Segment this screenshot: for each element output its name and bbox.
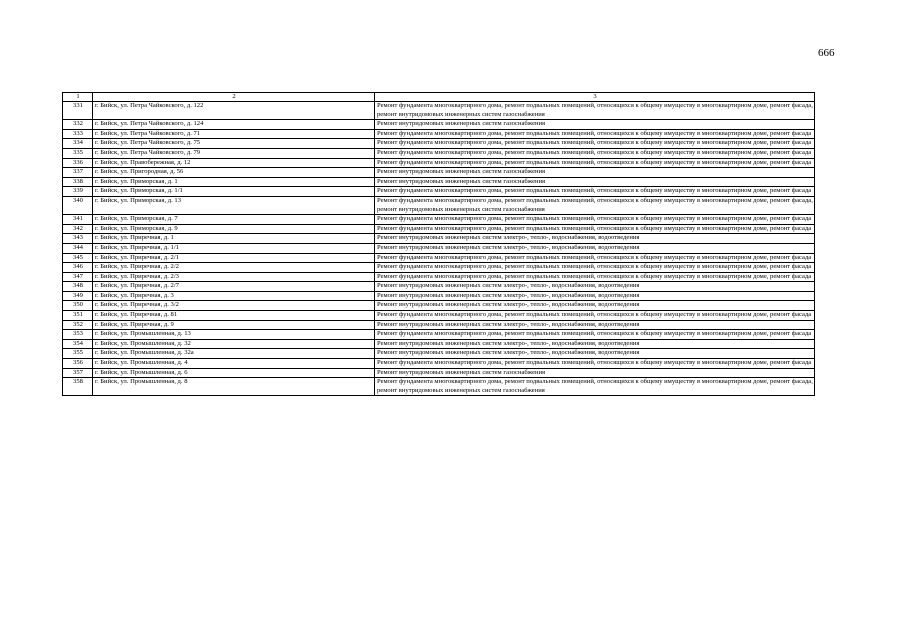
header-col-address: 2 bbox=[93, 93, 375, 102]
row-address: г. Бийск, ул. Промышленная, д. 6 bbox=[93, 368, 375, 378]
table-row bbox=[63, 368, 815, 378]
row-work: Ремонт внутридомовых инженерных систем газоснабжения bbox=[375, 168, 815, 178]
row-address: г. Бийск, ул. Промышленная, д. 32а bbox=[93, 349, 375, 359]
table-row bbox=[63, 291, 815, 301]
row-address: г. Бийск, ул. Приморская, д. 1/1 bbox=[93, 187, 375, 197]
table-row bbox=[63, 330, 815, 340]
table-row bbox=[63, 282, 815, 292]
row-work: Ремонт внутридомовых инженерных систем электро-, тепло-, водоснабжения, водоотведения bbox=[375, 282, 815, 292]
row-number: 335 bbox=[63, 148, 93, 158]
row-number: 333 bbox=[63, 129, 93, 139]
page-number: 666 bbox=[818, 47, 835, 59]
row-address: г. Бийск, ул. Приречная, д. 2/3 bbox=[93, 272, 375, 282]
row-work: Ремонт внутридомовых инженерных систем газоснабжения bbox=[375, 120, 815, 130]
row-address: г. Бийск, ул. Пригородная, д. 56 bbox=[93, 168, 375, 178]
row-work: Ремонт фундамента многоквартирного дома, ремонт подвальных помещений, относящихся к общему имуществу в многоквартирном доме, ремонт фасада bbox=[375, 129, 815, 139]
row-address: г. Бийск, ул. Приморская, д. 13 bbox=[93, 196, 375, 214]
table-row bbox=[63, 224, 815, 234]
row-number: 353 bbox=[63, 330, 93, 340]
header-col-work: 3 bbox=[375, 93, 815, 102]
row-work: Ремонт фундамента многоквартирного дома, ремонт подвальных помещений, относящихся к общему имуществу в многоквартирном доме, ремонт фасада bbox=[375, 187, 815, 197]
row-number: 341 bbox=[63, 215, 93, 225]
row-number: 332 bbox=[63, 120, 93, 130]
row-address: г. Бийск, ул. Приречная, д. 1/1 bbox=[93, 243, 375, 253]
table-row bbox=[63, 215, 815, 225]
row-address: г. Бийск, ул. Приречная, д. 2/2 bbox=[93, 263, 375, 273]
repair-register-table bbox=[62, 92, 815, 396]
table-row bbox=[63, 301, 815, 311]
row-address: г. Бийск, ул. Приречная, д. 3 bbox=[93, 291, 375, 301]
row-address: г. Бийск, ул. Приморская, д. 9 bbox=[93, 224, 375, 234]
row-address: г. Бийск, ул. Петра Чайковского, д. 79 bbox=[93, 148, 375, 158]
row-number: 350 bbox=[63, 301, 93, 311]
table-row bbox=[63, 243, 815, 253]
header-row bbox=[63, 93, 815, 102]
row-address: г. Бийск, ул. Правобережная, д. 12 bbox=[93, 158, 375, 168]
row-address: г. Бийск, ул. Петра Чайковского, д. 122 bbox=[93, 102, 375, 120]
row-address: г. Бийск, ул. Приречная, д. 1 bbox=[93, 234, 375, 244]
table-row bbox=[63, 148, 815, 158]
row-address: г. Бийск, ул. Приречная, д. 81 bbox=[93, 311, 375, 321]
row-address: г. Бийск, ул. Промышленная, д. 13 bbox=[93, 330, 375, 340]
row-work: Ремонт внутридомовых инженерных систем электро-, тепло-, водоснабжения, водоотведения bbox=[375, 301, 815, 311]
row-work: Ремонт внутридомовых инженерных систем электро-, тепло-, водоснабжения, водоотведения bbox=[375, 243, 815, 253]
table-row bbox=[63, 129, 815, 139]
row-work: Ремонт фундамента многоквартирного дома, ремонт подвальных помещений, относящихся к общему имуществу в многоквартирном доме, ремонт фасада bbox=[375, 263, 815, 273]
row-number: 345 bbox=[63, 253, 93, 263]
row-work: Ремонт внутридомовых инженерных систем газоснабжения bbox=[375, 177, 815, 187]
row-work: Ремонт фундамента многоквартирного дома, ремонт подвальных помещений, относящихся к общему имуществу в многоквартирном доме, ремонт фасада bbox=[375, 272, 815, 282]
row-number: 331 bbox=[63, 102, 93, 120]
row-work: Ремонт фундамента многоквартирного дома, ремонт подвальных помещений, относящихся к общему имуществу в многоквартирном доме, ремонт фасада bbox=[375, 215, 815, 225]
row-work: Ремонт внутридомовых инженерных систем электро-, тепло-, водоснабжения, водоотведения bbox=[375, 339, 815, 349]
row-number: 358 bbox=[63, 378, 93, 396]
row-number: 349 bbox=[63, 291, 93, 301]
row-address: г. Бийск, ул. Промышленная, д. 8 bbox=[93, 378, 375, 396]
table-row bbox=[63, 359, 815, 369]
row-work: Ремонт внутридомовых инженерных систем электро-, тепло-, водоснабжения, водоотведения bbox=[375, 349, 815, 359]
table-row bbox=[63, 158, 815, 168]
table-row bbox=[63, 196, 815, 214]
table-row bbox=[63, 168, 815, 178]
row-number: 355 bbox=[63, 349, 93, 359]
table-row bbox=[63, 378, 815, 396]
row-work: Ремонт фундамента многоквартирного дома, ремонт подвальных помещений, относящихся к общему имуществу в многоквартирном доме, ремонт фасада bbox=[375, 311, 815, 321]
row-work: Ремонт фундамента многоквартирного дома, ремонт подвальных помещений, относящихся к общему имуществу в многоквартирном доме, ремонт фасада bbox=[375, 359, 815, 369]
table-row bbox=[63, 272, 815, 282]
row-work: Ремонт фундамента многоквартирного дома, ремонт подвальных помещений, относящихся к общему имуществу в многоквартирном доме, ремонт фасада bbox=[375, 330, 815, 340]
row-work: Ремонт фундамента многоквартирного дома, ремонт подвальных помещений, относящихся к общему имуществу в многоквартирном доме, ремонт фасада, ремонт внутридомовых инженерных систем газоснабжения bbox=[375, 102, 815, 120]
table-row bbox=[63, 234, 815, 244]
row-address: г. Бийск, ул. Приречная, д. 2/1 bbox=[93, 253, 375, 263]
row-number: 344 bbox=[63, 243, 93, 253]
row-work: Ремонт фундамента многоквартирного дома, ремонт подвальных помещений, относящихся к общему имуществу в многоквартирном доме, ремонт фасада bbox=[375, 148, 815, 158]
table-row bbox=[63, 139, 815, 149]
row-number: 342 bbox=[63, 224, 93, 234]
row-work: Ремонт фундамента многоквартирного дома, ремонт подвальных помещений, относящихся к общему имуществу в многоквартирном доме, ремонт фасада, ремонт внутридомовых инженерных систем газоснабжения bbox=[375, 196, 815, 214]
table-row bbox=[63, 177, 815, 187]
row-work: Ремонт фундамента многоквартирного дома, ремонт подвальных помещений, относящихся к общему имуществу в многоквартирном доме, ремонт фасада, ремонт внутридомовых инженерных систем газоснабжения bbox=[375, 378, 815, 396]
row-number: 343 bbox=[63, 234, 93, 244]
row-number: 351 bbox=[63, 311, 93, 321]
table-row bbox=[63, 253, 815, 263]
row-work: Ремонт внутридомовых инженерных систем электро-, тепло-, водоснабжения, водоотведения bbox=[375, 320, 815, 330]
row-address: г. Бийск, ул. Приморская, д. 7 bbox=[93, 215, 375, 225]
row-work: Ремонт внутридомовых инженерных систем электро-, тепло-, водоснабжения, водоотведения bbox=[375, 291, 815, 301]
row-number: 338 bbox=[63, 177, 93, 187]
row-address: г. Бийск, ул. Приморская, д. 1 bbox=[93, 177, 375, 187]
row-address: г. Бийск, ул. Петра Чайковского, д. 71 bbox=[93, 129, 375, 139]
row-number: 348 bbox=[63, 282, 93, 292]
header-col-number: 1 bbox=[63, 93, 93, 102]
row-work: Ремонт фундамента многоквартирного дома, ремонт подвальных помещений, относящихся к общему имуществу в многоквартирном доме, ремонт фасада bbox=[375, 139, 815, 149]
row-work: Ремонт внутридомовых инженерных систем газоснабжения bbox=[375, 368, 815, 378]
row-number: 356 bbox=[63, 359, 93, 369]
row-address: г. Бийск, ул. Промышленная, д. 32 bbox=[93, 339, 375, 349]
row-work: Ремонт фундамента многоквартирного дома, ремонт подвальных помещений, относящихся к общему имуществу в многоквартирном доме, ремонт фасада bbox=[375, 224, 815, 234]
table-row bbox=[63, 349, 815, 359]
table-row bbox=[63, 120, 815, 130]
row-number: 340 bbox=[63, 196, 93, 214]
row-address: г. Бийск, ул. Промышленная, д. 4 bbox=[93, 359, 375, 369]
table-row bbox=[63, 320, 815, 330]
table-row bbox=[63, 311, 815, 321]
row-work: Ремонт фундамента многоквартирного дома, ремонт подвальных помещений, относящихся к общему имуществу в многоквартирном доме, ремонт фасада bbox=[375, 253, 815, 263]
row-number: 352 bbox=[63, 320, 93, 330]
row-address: г. Бийск, ул. Петра Чайковского, д. 75 bbox=[93, 139, 375, 149]
row-number: 346 bbox=[63, 263, 93, 273]
row-address: г. Бийск, ул. Приречная, д. 3/2 bbox=[93, 301, 375, 311]
table-row bbox=[63, 339, 815, 349]
table-row bbox=[63, 187, 815, 197]
row-number: 354 bbox=[63, 339, 93, 349]
row-address: г. Бийск, ул. Приречная, д. 2/7 bbox=[93, 282, 375, 292]
row-address: г. Бийск, ул. Приречная, д. 9 bbox=[93, 320, 375, 330]
row-number: 347 bbox=[63, 272, 93, 282]
row-work: Ремонт фундамента многоквартирного дома, ремонт подвальных помещений, относящихся к общему имуществу в многоквартирном доме, ремонт фасада bbox=[375, 158, 815, 168]
table-row bbox=[63, 263, 815, 273]
row-number: 339 bbox=[63, 187, 93, 197]
row-number: 336 bbox=[63, 158, 93, 168]
row-number: 357 bbox=[63, 368, 93, 378]
row-address: г. Бийск, ул. Петра Чайковского, д. 124 bbox=[93, 120, 375, 130]
table-row bbox=[63, 102, 815, 120]
row-number: 337 bbox=[63, 168, 93, 178]
row-work: Ремонт внутридомовых инженерных систем электро-, тепло-, водоснабжения, водоотведения bbox=[375, 234, 815, 244]
row-number: 334 bbox=[63, 139, 93, 149]
